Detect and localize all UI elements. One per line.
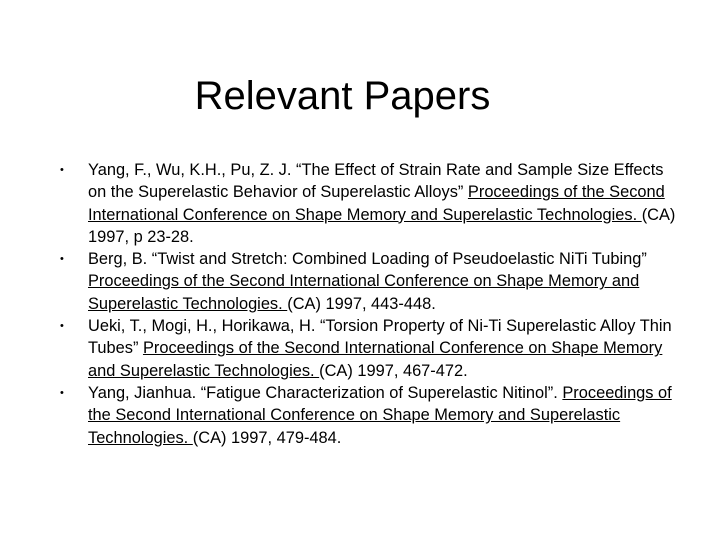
reference-details: (CA) 1997, p 23-28. <box>88 205 676 246</box>
bullet-icon: • <box>60 320 64 333</box>
reference-venue: Proceedings of the Second International Conference on Shape Memory and Superelastic Technologies. <box>88 383 672 447</box>
bullet-icon: • <box>60 164 64 176</box>
reference-details: (CA) 1997, 479-484. <box>192 428 342 447</box>
slide-title: Relevant Papers <box>194 74 491 118</box>
bullet-icon: • <box>60 253 64 266</box>
reference-venue: Proceedings of the Second International Conference on Shape Memory and Superelastic Technologies. <box>88 339 663 380</box>
reference-item <box>0 382 680 449</box>
reference-item <box>0 248 680 315</box>
reference-authors-title: Yang, Jianhua. “Fatigue Characterization of Superelastic Nitinol”. <box>88 383 563 402</box>
reference-venue: Proceedings of the Second International Conference on Shape Memory and Superelastic Technologies. <box>88 272 640 313</box>
reference-venue: Proceedings of the Second International Conference on Shape Memory and Superelastic Technologies. <box>88 183 665 224</box>
reference-authors-title: Yang, F., Wu, K.H., Pu, Z. J. “The Effect of Strain Rate and Sample Size Effects on the Superelastic Behavior of Superelastic Alloys” <box>88 161 664 202</box>
reference-item <box>0 159 680 248</box>
reference-authors-title: Berg, B. “Twist and Stretch: Combined Loading of Pseudoelastic NiTi Tubing” <box>88 250 647 269</box>
reference-authors-title: Ueki, T., Mogi, H., Horikawa, H. “Torsion Property of Ni-Ti Superelastic Alloy Thin Tubes” <box>88 317 672 358</box>
reference-details: (CA) 1997, 467-472. <box>319 361 468 380</box>
bullet-icon: • <box>60 386 64 399</box>
reference-details: (CA) 1997, 443-448. <box>287 294 436 313</box>
reference-item <box>0 315 680 382</box>
reference-list <box>0 159 720 449</box>
